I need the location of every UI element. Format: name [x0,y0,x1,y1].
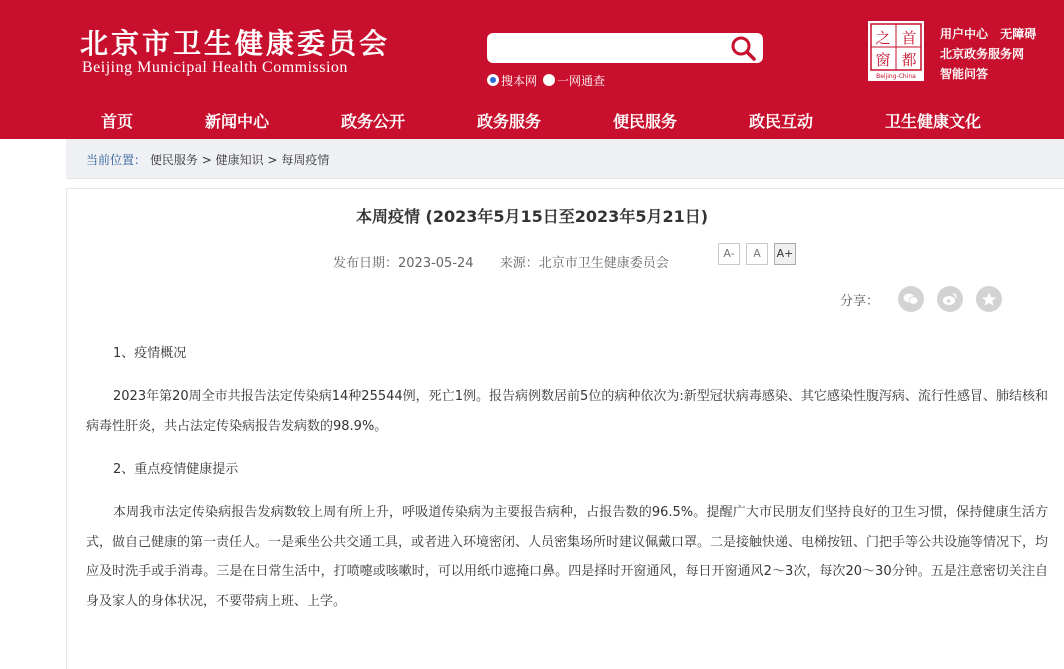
share-label: 分享： [840,293,880,309]
site-title[interactable]: 北京市卫生健康委员会 [80,27,391,60]
section-paragraph: 本周我市法定传染病报告发病数较上周有所上升，呼吸道传染病为主要报告病种，占报告数的96.5%。提醒广大市民朋友们坚持良好的卫生习惯，保持健康生活方式，做自己健康的第一责任人。一是乘坐公共交通工具，或者进入环境密闭、人员密集场所时建议佩戴口罩。二是接触快递、电梯按钮、门把手等公共设施等情况下，均应及时洗手或手消毒。三是在日常生活中，打喷嚏或咳嗽时，可以用纸巾遮掩口鼻。四是择时开窗通风，每日开窗通风2～3次，每次20～30分钟。五是注意密切关注自身及家人的身体状况，不要带病上班、上学。 [86,505,1049,609]
nav-interaction[interactable]: 政民互动 [749,112,814,131]
search-scope-all-label: 一网通查 [557,73,606,88]
weibo-icon[interactable] [937,286,963,312]
smart-qa-link[interactable]: 智能问答 [940,67,989,81]
article-source [500,256,669,271]
article-body [86,336,1048,616]
search-icon[interactable] [728,33,760,63]
article-source-value: 北京市卫生健康委员会 [538,256,669,271]
quick-links [940,24,1036,84]
logo-caption: Beijing-China [876,73,916,80]
article-meta [333,252,691,271]
section-heading: 2、重点疫情健康提示 [113,462,239,477]
article-title: 本周疫情 (2023年5月15日至2023年5月21日) [355,207,709,226]
breadcrumb-label: 当前位置： [86,153,147,167]
font-default-button[interactable]: A [746,243,768,265]
font-size-controls [718,243,802,265]
publish-date-value: 2023-05-24 [398,256,474,271]
site-subtitle: Beijing Municipal Health Commission [82,59,348,76]
radio-unchecked-icon [543,74,555,86]
favorite-icon[interactable] [976,286,1002,312]
section-heading: 1、疫情概况 [113,346,187,361]
font-decrease-button[interactable]: A- [718,243,740,265]
section-paragraph: 2023年第20周全市共报告法定传染病14种25544例，死亡1例。报告病例数居前5位的病种依次为:新型冠状病毒感染、其它感染性腹泻病、流行性感冒、肺结核和病毒性肝炎，共占法定传染病报告发病数的98.9%。 [86,389,1048,434]
article-source-label: 来源： [499,256,539,271]
nav-news-center[interactable]: 新闻中心 [205,112,270,131]
user-center-link[interactable]: 用户中心 [940,27,989,41]
accessibility-link[interactable]: 无障碍 [1000,27,1037,41]
nav-health-culture[interactable]: 卫生健康文化 [885,112,982,131]
logo-char-chuang: 窗 [875,51,891,69]
search-scope-all[interactable] [543,72,605,89]
star-glyph-icon [981,291,997,307]
publish-date-label: 发布日期： [333,256,399,271]
capital-window-logo[interactable] [868,21,924,81]
weibo-glyph-icon [942,292,958,306]
nav-public-services[interactable]: 便民服务 [613,112,678,131]
logo-char-shou: 首 [901,29,917,47]
breadcrumb-bar [66,139,1064,179]
nav-government-affairs[interactable]: 政务公开 [341,112,406,131]
publish-date [333,256,474,271]
font-increase-button[interactable]: A+ [774,243,796,265]
breadcrumb-item-health-knowledge[interactable]: 健康知识 [215,153,264,167]
radio-checked-icon [487,74,499,86]
search-scope [487,71,611,89]
wechat-icon[interactable] [898,286,924,312]
search-input[interactable] [497,37,717,59]
main-nav [0,103,1064,137]
nav-government-services[interactable]: 政务服务 [477,112,542,131]
logo-char-zhi: 之 [875,29,891,47]
wechat-glyph-icon [903,292,919,306]
search-scope-site-label: 搜本网 [501,73,538,88]
share-bar [840,286,1002,312]
search-scope-site[interactable] [487,72,537,89]
breadcrumb-separator: > [267,153,278,167]
site-header [0,0,1064,139]
breadcrumb [86,151,329,168]
breadcrumb-item-public-services[interactable]: 便民服务 [149,153,198,167]
breadcrumb-separator: > [201,153,212,167]
search-box[interactable] [487,33,763,63]
logo-char-du: 都 [901,51,917,69]
breadcrumb-item-weekly-epidemic[interactable]: 每周疫情 [281,153,330,167]
nav-home[interactable]: 首页 [101,112,134,131]
beijing-gov-services-link[interactable]: 北京政务服务网 [940,47,1025,61]
